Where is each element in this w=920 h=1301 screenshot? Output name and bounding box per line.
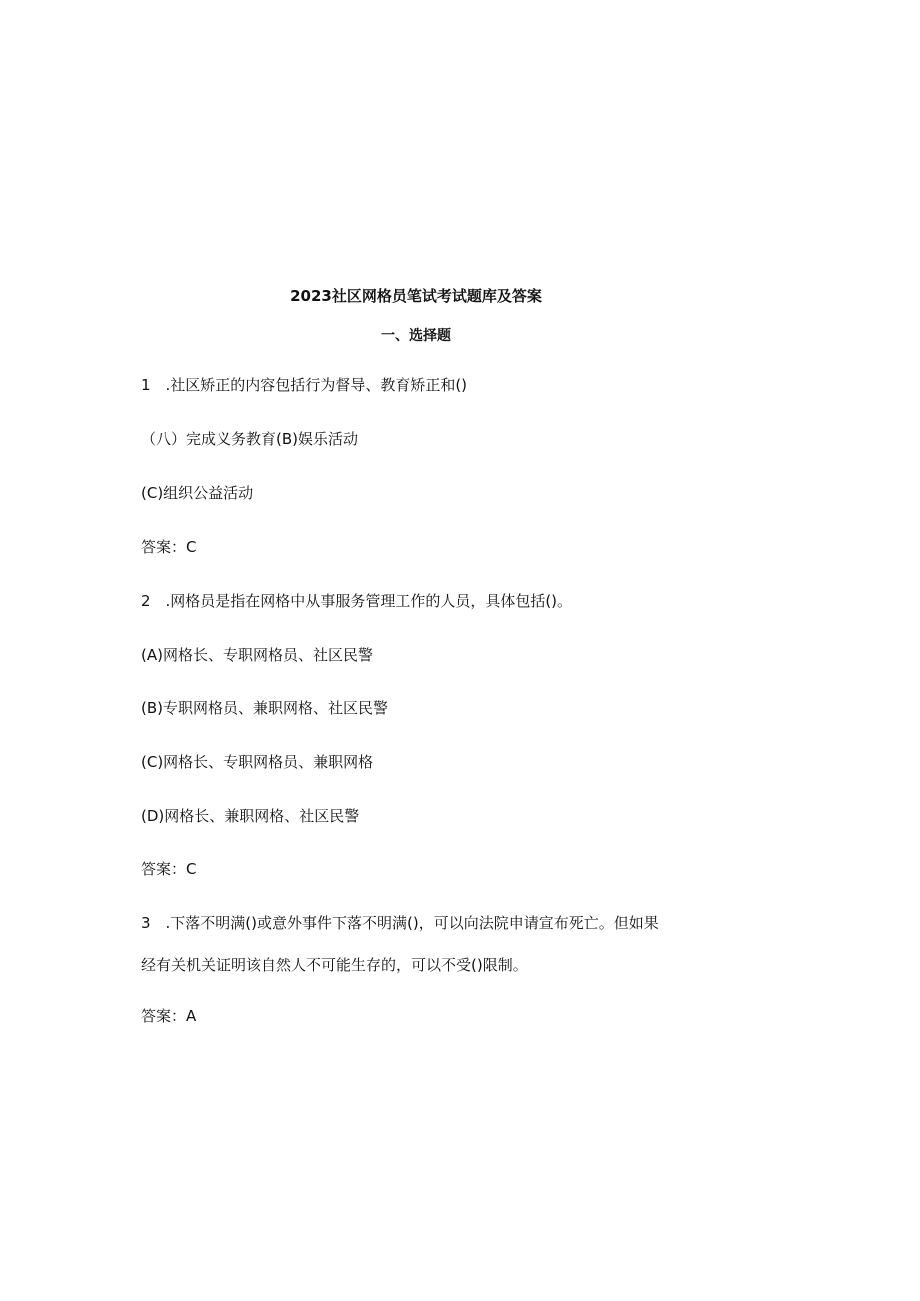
question-2-option-d: (D)网格长、兼职网格、社区民警 [141,807,360,825]
question-3-answer: 答案：A [141,1007,197,1025]
question-1-option-c: (C)组织公益活动 [141,484,254,502]
section-heading: 一、选择题 [381,328,451,344]
question-3-text-line-1: 3 .下落不明满()或意外事件下落不明满()，可以向法院申请宣布死亡。但如果 [141,914,659,932]
question-2-text: 2 .网格员是指在网格中从事服务管理工作的人员，具体包括()。 [141,592,573,610]
question-2-answer: 答案：C [141,860,197,878]
document-title: 2023社区网格员笔试考试题库及答案 [290,287,542,305]
question-2-option-b: (B)专职网格员、兼职网格、社区民警 [141,699,388,717]
question-2-option-a: (A)网格长、专职网格员、社区民警 [141,646,373,664]
question-1-text: 1 .社区矫正的内容包括行为督导、教育矫正和() [141,376,468,394]
question-1-options-a-b: （八）完成义务教育(B)娱乐活动 [141,430,358,448]
question-3-text-line-2: 经有关机关证明该自然人不可能生存的，可以不受()限制。 [141,956,528,974]
question-2-option-c: (C)网格长、专职网格员、兼职网格 [141,753,374,771]
question-1-answer: 答案：C [141,538,197,556]
